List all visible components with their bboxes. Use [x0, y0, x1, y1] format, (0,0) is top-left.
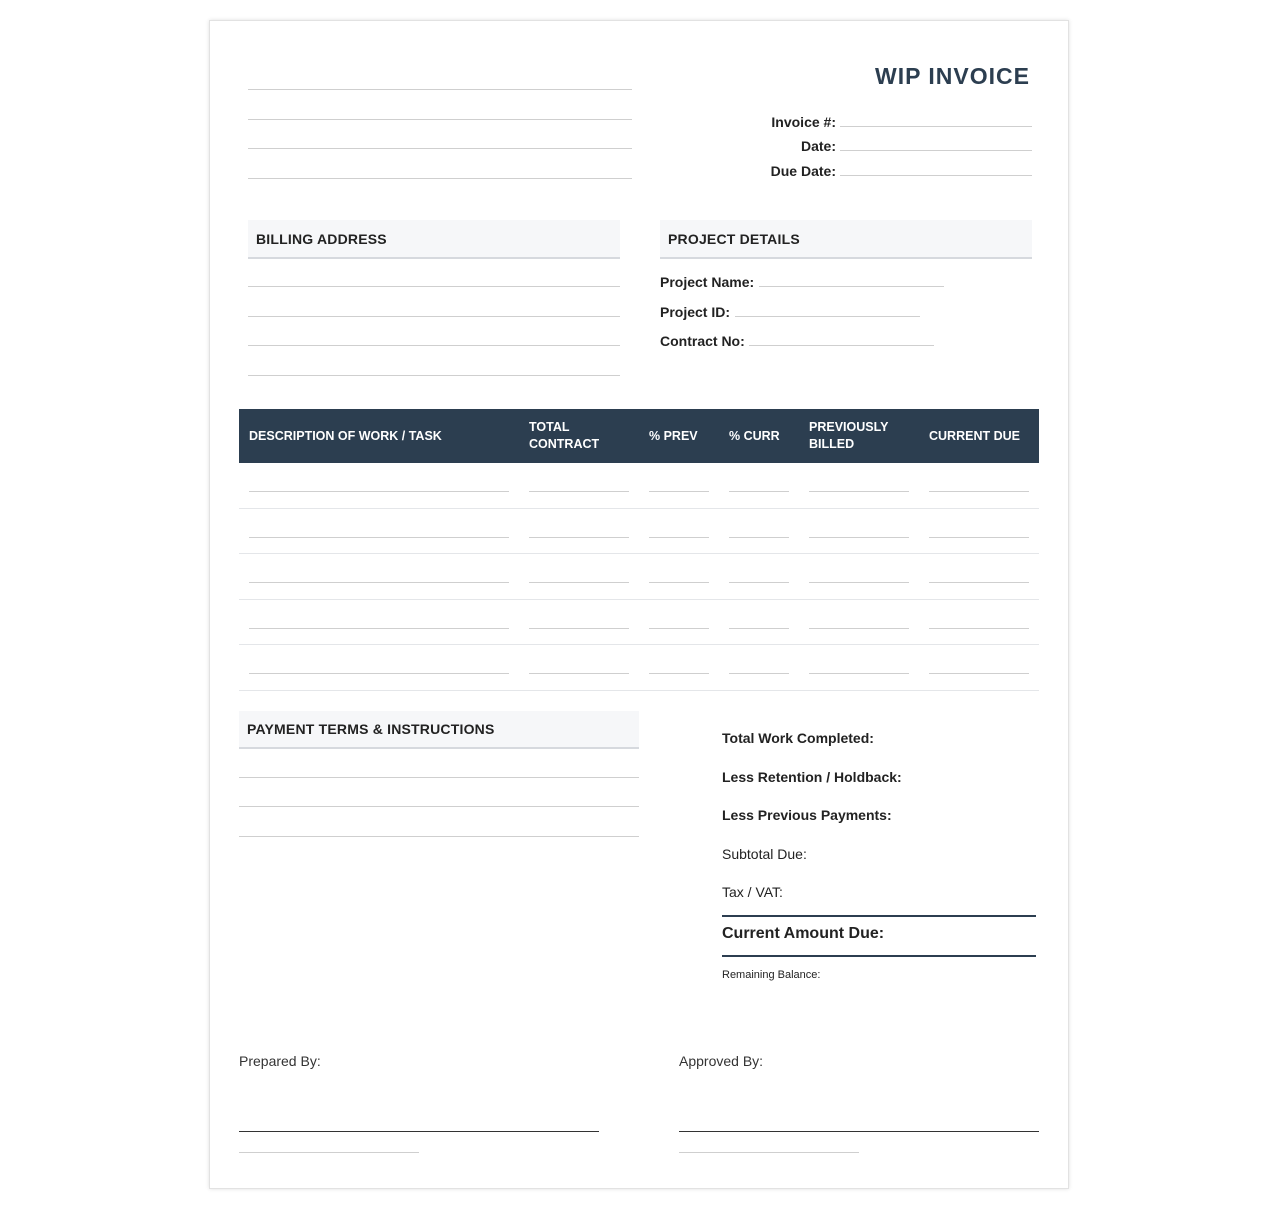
- prepared-by-label: Prepared By:: [239, 1053, 321, 1069]
- cell-description[interactable]: [249, 673, 509, 674]
- cell-curr-percent[interactable]: [729, 628, 789, 629]
- cell-description[interactable]: [249, 491, 509, 492]
- tax-vat-label: Tax / VAT:: [722, 884, 783, 900]
- company-line-3[interactable]: [248, 148, 632, 149]
- cell-prev-percent[interactable]: [649, 537, 709, 538]
- current-due-top-rule: [722, 915, 1036, 917]
- less-retention-label: Less Retention / Holdback:: [722, 769, 902, 785]
- cell-total-contract[interactable]: [529, 582, 629, 583]
- current-due-bottom-rule: [722, 955, 1036, 957]
- cell-total-contract[interactable]: [529, 673, 629, 674]
- cell-curr-percent[interactable]: [729, 537, 789, 538]
- table-row: [239, 645, 1039, 691]
- cell-previously-billed[interactable]: [809, 537, 909, 538]
- billing-address-heading: BILLING ADDRESS: [248, 220, 620, 259]
- payment-line-2[interactable]: [239, 806, 639, 807]
- table-row: [239, 463, 1039, 509]
- prepared-by-signature-line[interactable]: [239, 1131, 599, 1132]
- work-table-header: [239, 409, 1039, 463]
- approved-by-label: Approved By:: [679, 1053, 764, 1069]
- billing-line-4[interactable]: [248, 375, 620, 376]
- invoice-title: WIP INVOICE: [875, 63, 1030, 89]
- date-label: Date:: [800, 138, 836, 154]
- billing-line-3[interactable]: [248, 345, 620, 346]
- due-date-field[interactable]: [840, 175, 1032, 176]
- payment-terms-heading: PAYMENT TERMS & INSTRUCTIONS: [239, 711, 639, 749]
- cell-prev-percent[interactable]: [649, 628, 709, 629]
- project-id-field[interactable]: [735, 316, 920, 317]
- col-total-contract: TOTAL CONTRACT: [529, 420, 600, 451]
- cell-prev-percent[interactable]: [649, 673, 709, 674]
- cell-curr-percent[interactable]: [729, 582, 789, 583]
- billing-line-2[interactable]: [248, 316, 620, 317]
- billing-line-1[interactable]: [248, 286, 620, 287]
- date-field[interactable]: [840, 150, 1032, 151]
- invoice-page: [209, 20, 1069, 1189]
- table-row: [239, 509, 1039, 555]
- invoice-number-field[interactable]: [840, 126, 1032, 127]
- contract-no-label: Contract No:: [660, 333, 745, 349]
- cell-current-due[interactable]: [929, 491, 1029, 492]
- project-name-label: Project Name:: [660, 274, 755, 290]
- cell-curr-percent[interactable]: [729, 673, 789, 674]
- payment-line-1[interactable]: [239, 777, 639, 778]
- prepared-by-date-line[interactable]: [239, 1152, 419, 1153]
- cell-total-contract[interactable]: [529, 491, 629, 492]
- cell-current-due[interactable]: [929, 537, 1029, 538]
- project-details-heading: PROJECT DETAILS: [660, 220, 1032, 259]
- company-line-4[interactable]: [248, 178, 632, 179]
- total-work-completed-label: Total Work Completed:: [722, 730, 874, 746]
- cell-previously-billed[interactable]: [809, 491, 909, 492]
- cell-previously-billed[interactable]: [809, 628, 909, 629]
- cell-description[interactable]: [249, 537, 509, 538]
- approved-by-signature-line[interactable]: [679, 1131, 1039, 1132]
- col-prev-percent: % PREV: [649, 428, 698, 443]
- company-line-2[interactable]: [248, 119, 632, 120]
- due-date-label: Due Date:: [770, 163, 836, 179]
- contract-no-field[interactable]: [749, 345, 934, 346]
- table-row: [239, 600, 1039, 646]
- cell-prev-percent[interactable]: [649, 582, 709, 583]
- project-name-field[interactable]: [759, 286, 944, 287]
- cell-current-due[interactable]: [929, 628, 1029, 629]
- cell-prev-percent[interactable]: [649, 491, 709, 492]
- cell-current-due[interactable]: [929, 673, 1029, 674]
- cell-description[interactable]: [249, 582, 509, 583]
- cell-current-due[interactable]: [929, 582, 1029, 583]
- company-line-1[interactable]: [248, 89, 632, 90]
- less-previous-payments-label: Less Previous Payments:: [722, 807, 892, 823]
- cell-total-contract[interactable]: [529, 628, 629, 629]
- project-id-label: Project ID:: [660, 304, 731, 320]
- payment-line-3[interactable]: [239, 836, 639, 837]
- cell-previously-billed[interactable]: [809, 582, 909, 583]
- subtotal-due-label: Subtotal Due:: [722, 846, 807, 862]
- remaining-balance-label: Remaining Balance:: [722, 969, 821, 981]
- invoice-number-label: Invoice #:: [771, 114, 836, 130]
- col-description: DESCRIPTION OF WORK / TASK: [249, 428, 442, 443]
- col-curr-percent: % CURR: [729, 428, 780, 443]
- cell-curr-percent[interactable]: [729, 491, 789, 492]
- col-current-due: CURRENT DUE: [929, 428, 1020, 443]
- current-amount-due-label: Current Amount Due:: [722, 925, 885, 942]
- table-row: [239, 554, 1039, 600]
- cell-total-contract[interactable]: [529, 537, 629, 538]
- approved-by-date-line[interactable]: [679, 1152, 859, 1153]
- cell-description[interactable]: [249, 628, 509, 629]
- cell-previously-billed[interactable]: [809, 673, 909, 674]
- col-previously-billed: PREVIOUSLY BILLED: [809, 420, 889, 451]
